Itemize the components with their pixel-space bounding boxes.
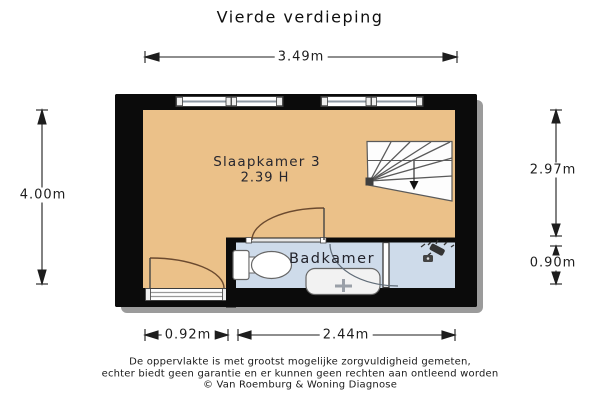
window-right	[321, 97, 423, 107]
copyright-line: © Van Roemburg & Woning Diagnose	[202, 379, 398, 391]
balcony-door-opening	[146, 289, 228, 301]
dim-label-bottom-left: 0.92m	[162, 328, 215, 343]
shower-partition	[383, 243, 389, 288]
page-title: Vierde verdieping	[216, 7, 384, 27]
stair-newel	[366, 178, 374, 186]
dim-label-right-upper: 2.97m	[527, 163, 580, 178]
dim-label-top: 3.49m	[275, 50, 328, 65]
wall-right	[455, 94, 477, 307]
bedroom-height-label: 2.39 H	[240, 170, 290, 186]
bedroom-label: Slaapkamer 3	[213, 154, 321, 170]
disclaimer-line-2: echter biedt geen garantie en er kunnen geen rechten aan ontleend worden	[101, 368, 499, 380]
wall-left	[115, 94, 143, 307]
bathroom-label: Badkamer	[288, 251, 376, 267]
toilet-icon	[233, 251, 292, 280]
dim-label-right-lower: 0.90m	[527, 256, 580, 271]
dim-label-left: 4.00m	[17, 188, 70, 203]
window-left	[176, 97, 283, 107]
bathroom-door-opening	[246, 238, 326, 244]
dim-label-bottom-right: 2.44m	[320, 328, 373, 343]
disclaimer-line-1: De oppervlakte is met grootst mogelijke zorgvuldigheid gemeten,	[129, 356, 471, 368]
